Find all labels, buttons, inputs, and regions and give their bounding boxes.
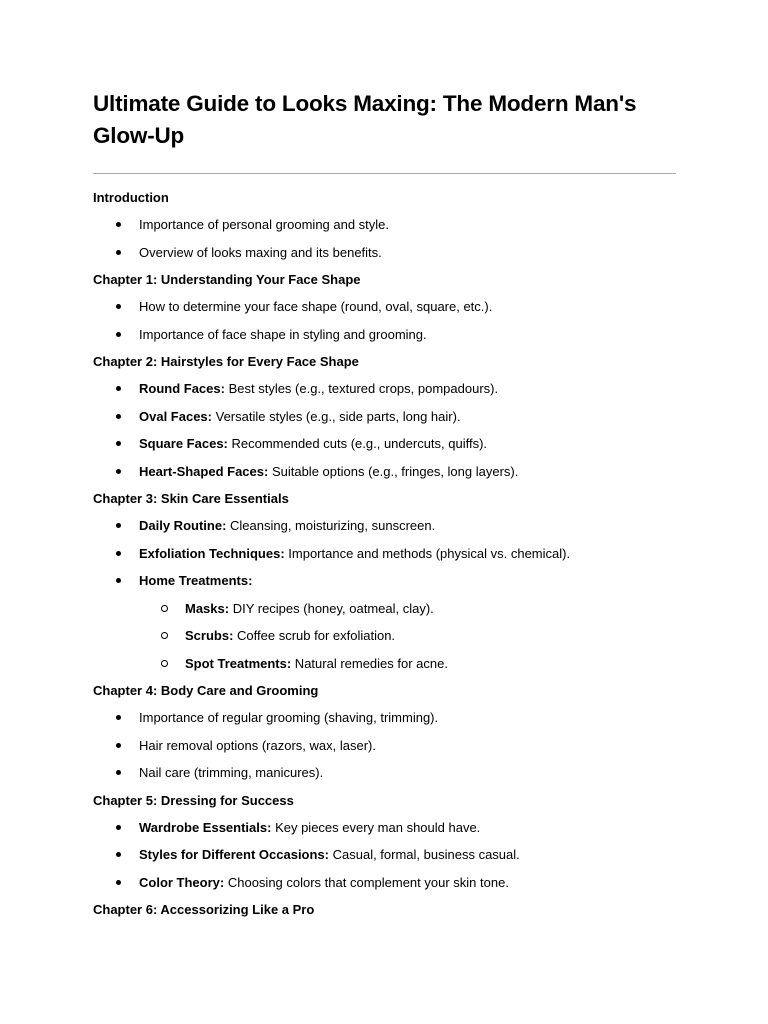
list-item xyxy=(93,516,676,544)
bullet-icon xyxy=(116,770,121,775)
list-item xyxy=(93,845,676,873)
horizontal-rule xyxy=(93,173,676,174)
list-item xyxy=(93,736,676,764)
item-text: Best styles (e.g., textured crops, pompadours). xyxy=(224,381,499,396)
item-label: Masks: xyxy=(185,600,230,616)
bullet-icon xyxy=(116,250,121,255)
bullet-icon xyxy=(116,715,121,720)
bullet-list xyxy=(93,516,676,681)
item-text: Choosing colors that complement your skin tone. xyxy=(224,874,509,890)
list-item xyxy=(93,544,676,572)
item-label: Exfoliation Techniques: xyxy=(139,545,285,561)
list-item xyxy=(93,818,676,846)
item-text: Suitable options (e.g., fringes, long layers). xyxy=(268,463,519,479)
item-text: Key pieces every man should have. xyxy=(271,819,481,835)
item-label: Scrubs: xyxy=(185,628,234,643)
document-page xyxy=(93,88,676,927)
item-label: Home Treatments: xyxy=(139,573,253,588)
item-label: Round Faces: xyxy=(139,381,225,396)
bullet-list xyxy=(93,297,676,352)
list-item xyxy=(93,243,676,271)
item-text: Recommended cuts (e.g., undercuts, quiffs). xyxy=(227,436,488,451)
sub-list-item xyxy=(93,599,676,627)
item-label: Heart-Shaped Faces: xyxy=(139,463,269,479)
section-heading: Introduction xyxy=(93,190,169,205)
item-text: Importance of regular grooming (shaving, trimming). xyxy=(139,710,439,725)
item-label: Square Faces: xyxy=(139,436,228,451)
item-label: Daily Routine: xyxy=(139,518,227,533)
item-text: Overview of looks maxing and its benefits. xyxy=(139,244,382,260)
list-item xyxy=(93,708,676,736)
sub-list-item xyxy=(93,626,676,654)
item-text: Versatile styles (e.g., side parts, long hair). xyxy=(212,408,461,424)
section-heading: Chapter 4: Body Care and Grooming xyxy=(93,683,319,698)
list-item xyxy=(93,763,676,791)
item-text: How to determine your face shape (round, oval, square, etc.). xyxy=(139,299,493,314)
bullet-icon xyxy=(116,414,121,419)
item-text: Hair removal options (razors, wax, laser). xyxy=(139,737,376,753)
item-text: Coffee scrub for exfoliation. xyxy=(233,628,396,643)
list-item xyxy=(93,434,676,462)
bullet-list xyxy=(93,379,676,489)
item-label: Styles for Different Occasions: xyxy=(139,847,329,862)
document-title: Ultimate Guide to Looks Maxing: The Modern Man's Glow-Up xyxy=(93,91,637,148)
section-heading: Chapter 1: Understanding Your Face Shape xyxy=(93,272,361,287)
hollow-bullet-icon xyxy=(161,660,168,667)
bullet-icon xyxy=(116,880,121,885)
item-text: Importance of personal grooming and style. xyxy=(139,217,390,232)
bullet-list xyxy=(93,818,676,901)
list-item xyxy=(93,462,676,490)
bullet-icon xyxy=(116,441,121,446)
bullet-icon xyxy=(116,386,121,391)
bullet-icon xyxy=(116,578,121,583)
list-item xyxy=(93,325,676,353)
item-text: Nail care (trimming, manicures). xyxy=(139,765,324,780)
item-text: DIY recipes (honey, oatmeal, clay). xyxy=(229,600,434,616)
item-label: Color Theory: xyxy=(139,874,225,890)
list-item xyxy=(93,379,676,407)
list-item xyxy=(93,215,676,243)
item-label: Oval Faces: xyxy=(139,408,212,424)
list-item xyxy=(93,407,676,435)
bullet-list xyxy=(93,708,676,791)
section-heading: Chapter 5: Dressing for Success xyxy=(93,792,294,808)
bullet-icon xyxy=(116,523,121,528)
hollow-bullet-icon xyxy=(161,632,168,639)
bullet-icon xyxy=(116,825,121,830)
item-label: Spot Treatments: xyxy=(185,655,292,671)
item-text: Casual, formal, business casual. xyxy=(329,847,520,862)
section-heading: Chapter 6: Accessorizing Like a Pro xyxy=(93,902,315,917)
item-text: Importance of face shape in styling and grooming. xyxy=(139,326,427,342)
item-label: Wardrobe Essentials: xyxy=(139,819,272,835)
bullet-icon xyxy=(116,852,121,857)
bullet-icon xyxy=(116,222,121,227)
bullet-icon xyxy=(116,304,121,309)
list-item xyxy=(93,297,676,325)
list-item xyxy=(93,873,676,901)
item-text: Natural remedies for acne. xyxy=(291,655,448,671)
sub-list-item xyxy=(93,654,676,682)
section-heading: Chapter 3: Skin Care Essentials xyxy=(93,491,289,506)
bullet-icon xyxy=(116,551,121,556)
bullet-list xyxy=(93,215,676,270)
bullet-icon xyxy=(116,469,121,474)
list-item xyxy=(93,571,676,599)
item-text: Cleansing, moisturizing, sunscreen. xyxy=(226,518,436,533)
item-text: Importance and methods (physical vs. chemical). xyxy=(284,545,571,561)
document-body xyxy=(93,188,676,927)
hollow-bullet-icon xyxy=(161,605,168,612)
bullet-icon xyxy=(116,743,121,748)
section-heading: Chapter 2: Hairstyles for Every Face Shape xyxy=(93,354,359,369)
bullet-icon xyxy=(116,332,121,337)
